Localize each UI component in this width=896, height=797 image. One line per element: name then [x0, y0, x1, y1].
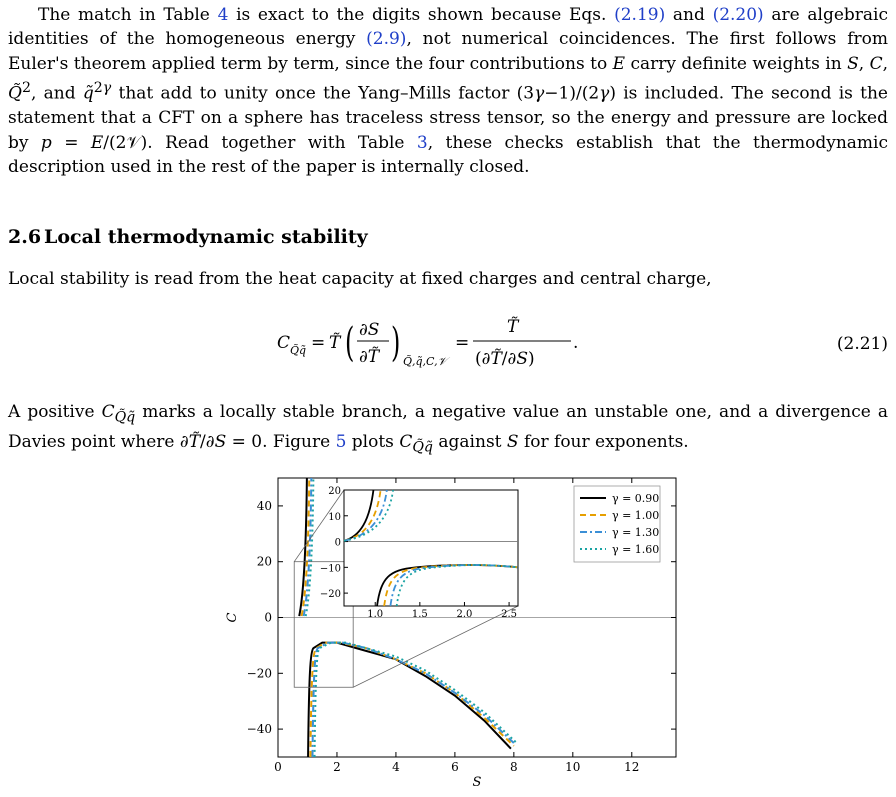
- math-q2gamma: q̃: [82, 83, 94, 104]
- equation-2-21: [0, 310, 896, 380]
- y-tick-label: −20: [246, 666, 272, 681]
- inset-y-tick-label: −20: [319, 589, 341, 601]
- y-tick-label: −40: [246, 722, 272, 737]
- section-heading: [8, 226, 368, 248]
- svg-text:(: (: [345, 318, 355, 366]
- svg-text:C: C: [277, 333, 291, 353]
- figure-heat-capacity: [218, 474, 688, 793]
- text: that add to unity once the Yang–Mills factor: [111, 83, 517, 104]
- equation-ref-link[interactable]: (2.19): [614, 5, 666, 25]
- x-tick-label: 12: [624, 760, 640, 774]
- x-tick-label: 10: [565, 760, 581, 774]
- legend-label: γ = 1.60: [612, 543, 660, 556]
- svg-text:.: .: [573, 333, 579, 353]
- text: marks a locally stable branch, a negative value an unstable one, and a divergence a Davies point where: [8, 402, 888, 452]
- svg-text:): ): [391, 318, 401, 366]
- math-C: C: [869, 53, 883, 74]
- inset-x-tick-label: 1.5: [411, 609, 428, 620]
- inset-x-tick-label: 2.0: [456, 609, 473, 620]
- text: The match in Table: [38, 5, 218, 25]
- text: are algebraic identities of the homogeneous energy: [8, 5, 888, 50]
- series-line-unstable: [312, 643, 513, 757]
- x-tick-label: 8: [510, 760, 518, 774]
- paragraph-intro: Local stability is read from the heat capacity at fixed charges and central charge,: [8, 269, 712, 289]
- table-ref-link[interactable]: 3: [416, 132, 428, 153]
- text: is included. The second is the statement that a CFT on a sphere has traceless stress tensor, so the energy and pressure are locked by: [8, 83, 888, 153]
- text: against: [433, 431, 507, 452]
- table-ref-link[interactable]: 4: [217, 5, 229, 25]
- text: . Figure: [262, 431, 336, 452]
- x-tick-label: 0: [274, 760, 282, 774]
- svg-text:∂S: ∂S: [359, 320, 380, 340]
- text: . Read together with Table: [147, 132, 417, 153]
- math-S: S: [847, 53, 859, 74]
- legend-label: γ = 1.30: [612, 526, 660, 539]
- y-tick-label: 0: [264, 610, 272, 625]
- math-ym-factor: (3γ−1)/(2γ): [516, 83, 616, 104]
- math-S: S: [506, 431, 519, 452]
- legend-label: γ = 0.90: [612, 492, 660, 505]
- y-tick-label: 20: [256, 554, 272, 569]
- inset-y-tick-label: 0: [334, 537, 341, 549]
- svg-text:=: =: [311, 333, 326, 353]
- math-p-relation: p = E/(2𝒱): [40, 132, 148, 153]
- equation-body: [277, 310, 657, 380]
- inset-x-tick-label: 2.5: [501, 609, 518, 620]
- svg-text:(∂T̃/∂S): (∂T̃/∂S): [475, 349, 535, 369]
- svg-text:Q̃,q̃,C,𝒱: Q̃,q̃,C,𝒱: [403, 355, 447, 368]
- paragraph-consistency: The match in Table 4 is exact to the digits shown because Eqs. (2.19) and (2.20) are algebraic identities of the homogeneous energy (2.9), not numerical coincidences. The first follows from Euler's theorem applied term by term, since the four contributions to E carry definite weights in S, C, Q̃$^2$, and q̃$^{2\gamma}$ that add to unity once the Yang–Mills factor (3γ−1)/(2γ) is included. The second is the statement that a CFT on a sphere has traceless stress tensor, so the energy and pressure are locked by p = E/(2𝒱). Read together with Table 3, these checks establish that the thermodynamic description used in the rest of the paper is internally closed.: [8, 5, 889, 178]
- text: A positive: [8, 402, 102, 422]
- text: and: [665, 5, 713, 25]
- math-C-Qq: $C_{Q̃q̃}$: [399, 431, 433, 456]
- svg-text:=: =: [455, 333, 470, 353]
- text: carry definite weights in: [625, 53, 848, 74]
- text: , and: [30, 83, 83, 104]
- equation-ref-link[interactable]: (2.20): [712, 5, 764, 25]
- math-davies-condition: ∂T̃/∂S = 0: [179, 431, 263, 452]
- section-title: Local thermodynamic stability: [44, 226, 368, 248]
- equation-number: (2.21): [836, 334, 888, 354]
- svg-text:Q̃q̃: Q̃q̃: [290, 344, 307, 357]
- figure-ref-link[interactable]: 5: [335, 431, 347, 452]
- math-Q2: Q̃: [8, 83, 22, 104]
- series-line-unstable: [310, 643, 513, 757]
- math-E: E: [612, 53, 626, 74]
- series-line-unstable: [315, 643, 517, 757]
- svg-text:T̃: T̃: [507, 317, 519, 337]
- y-tick-label: 40: [256, 498, 272, 513]
- text: is exact to the digits shown because Eqs.: [228, 5, 615, 25]
- x-tick-label: 2: [333, 760, 341, 774]
- x-tick-label: 4: [392, 760, 400, 774]
- math-C-Qq: $C_{Q̃q̃}$: [101, 402, 136, 426]
- x-tick-label: 6: [451, 760, 459, 774]
- zoom-connector: [294, 490, 344, 562]
- y-axis-label: C: [225, 612, 240, 623]
- svg-text:T̃: T̃: [329, 333, 341, 353]
- svg-text:∂T̃: ∂T̃: [359, 347, 380, 367]
- inset-y-tick-label: −10: [319, 563, 341, 575]
- text: plots: [346, 431, 400, 452]
- text: , these checks establish that the thermodynamic description used in the rest of the paper is internally closed.: [8, 132, 888, 178]
- equation-ref-link[interactable]: (2.9): [366, 29, 407, 50]
- text: , not numerical coincidences. The first follows from Euler's theorem applied term by term, since the four contributions to: [8, 29, 888, 74]
- legend-label: γ = 1.00: [612, 509, 660, 522]
- section-number: 2.6: [8, 226, 42, 248]
- paragraph-stability: [8, 400, 888, 460]
- inset-x-tick-label: 1.0: [367, 609, 384, 620]
- inset-y-tick-label: 10: [328, 511, 341, 523]
- text: for four exponents.: [518, 431, 689, 452]
- inset-y-tick-label: 20: [328, 486, 341, 497]
- x-axis-label: S: [472, 775, 482, 790]
- heat-capacity-chart: [218, 474, 688, 793]
